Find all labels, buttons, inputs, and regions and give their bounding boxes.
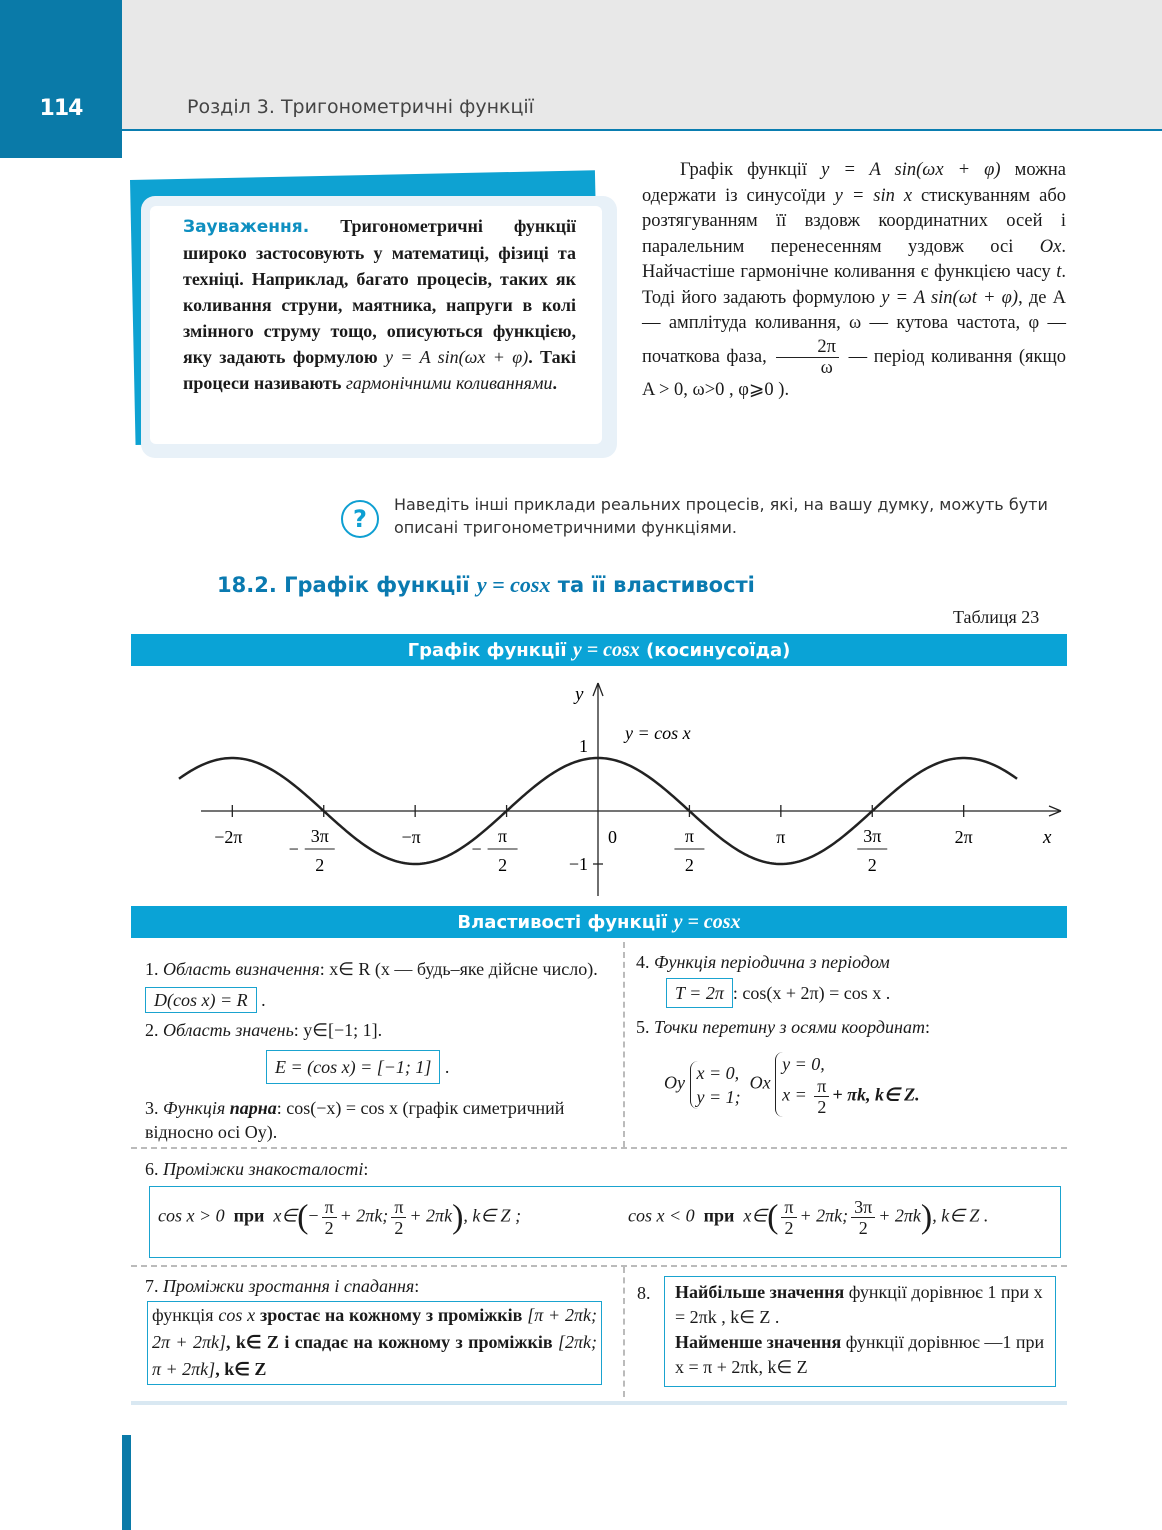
text: — період коливання (якщо	[842, 346, 1067, 367]
props-bar-math: y = cosx	[673, 911, 741, 933]
n: π	[322, 1197, 337, 1218]
tick-denominator: 2	[867, 855, 877, 875]
at: при	[703, 1205, 735, 1226]
property-2	[145, 1018, 600, 1042]
table-label: Таблиця 23	[953, 607, 1040, 627]
bottom-accent	[122, 1435, 131, 1530]
cond: cos x < 0	[628, 1205, 695, 1226]
section-title-math: y = cosx	[476, 572, 551, 597]
pi-half	[814, 1076, 829, 1117]
text: можна одержати із синусоїди	[642, 160, 1067, 206]
extremum-box	[664, 1276, 1056, 1387]
range-box: E = (cos x) = [−1; 1]	[266, 1050, 440, 1084]
domain-box: D(cos x) = R	[145, 987, 257, 1013]
prop-label: Функція періодична з періодом	[654, 952, 890, 972]
prop-text: : cos(x + 2π) = cos x .	[732, 983, 891, 1003]
column-divider	[623, 942, 625, 1147]
row-divider	[131, 1147, 1067, 1149]
x-axis-label: x	[1043, 827, 1052, 848]
text: стискуванням або розтягуванням її вздовж координатних осей і паралельним перенесенням уздовж осі	[642, 185, 1066, 257]
text: . Тоді його задають формулою	[642, 262, 1066, 308]
t: , k∈ Z і спадає на кожному з проміжків	[225, 1332, 558, 1352]
f	[851, 1197, 875, 1238]
tick-sign: −	[288, 839, 299, 859]
eq: y = 0,	[782, 1054, 825, 1074]
graph-bar-text: Графік функції	[407, 640, 573, 661]
num: 5.	[636, 1017, 650, 1037]
property-3	[145, 1096, 600, 1144]
graph-bar-text-2: (косинусоїда)	[639, 640, 791, 661]
note-body-3: .	[552, 373, 557, 393]
axes	[201, 683, 1061, 896]
y-one-label: 1	[579, 736, 588, 756]
prop-label: Функція	[163, 1098, 230, 1118]
row-divider-2	[131, 1265, 1067, 1267]
harmonic-paragraph	[642, 158, 1066, 403]
curve-label: y = cos x	[625, 723, 691, 743]
tick-numerator: 3π	[310, 826, 329, 846]
tick-numerator: π	[498, 826, 508, 846]
oy-system	[690, 1061, 741, 1109]
period-row	[666, 978, 890, 1008]
d: 2	[394, 1218, 404, 1238]
n: π	[781, 1197, 796, 1218]
y-axis-label: y	[575, 684, 584, 705]
section-title-text-2: та її властивості	[550, 573, 755, 597]
page-number: 114	[39, 96, 83, 121]
tick-label: 2π	[954, 827, 973, 847]
note-emphasis: гармонічними коливаннями	[345, 373, 553, 393]
t: + 2πk	[878, 1205, 921, 1226]
property-5: 5. Точки перетину з осями координат:	[636, 1017, 930, 1037]
tick-label: π	[776, 827, 786, 847]
n: π	[814, 1076, 829, 1097]
d: 2	[858, 1218, 868, 1238]
question-icon: ?	[341, 500, 379, 538]
t: функції дорівнює —1 при x = π + 2πk, k∈ Z	[675, 1332, 1045, 1377]
t: cos x	[218, 1305, 256, 1325]
eq: + πk, k∈ Z.	[832, 1084, 920, 1105]
tick-label: −π	[401, 827, 421, 847]
page-tab	[0, 0, 122, 158]
header-rule	[122, 129, 1162, 131]
positive-interval: cos x > 0 при x∈(− $\frac{\pi}{2}$ + 2πk; $\frac{\pi}{2}$ + 2πk), k∈ Z ;	[158, 1197, 522, 1238]
f	[391, 1197, 406, 1238]
formula: y = sin x	[834, 185, 913, 206]
property-1: 1. Область визначення: x∈ R (x — будь–яке дійсне число). D(cos x) = R .	[145, 954, 600, 1016]
x-tick-labels	[214, 826, 973, 875]
y-arrow	[593, 683, 598, 696]
formula: Ox	[1039, 236, 1062, 257]
t: , k∈ Z .	[932, 1205, 989, 1226]
t: + 2πk;	[339, 1205, 389, 1226]
sign-intervals-box	[149, 1186, 1061, 1258]
num: 6.	[145, 1159, 159, 1179]
properties-bar	[131, 906, 1067, 938]
props-bar-text: Властивості функції	[457, 912, 674, 933]
text: . Найчастіше гармонічне коливання є функцією часу	[642, 236, 1066, 282]
monotonic-box	[147, 1301, 602, 1385]
num: 4.	[636, 952, 650, 972]
note-text	[183, 213, 576, 396]
in: x∈	[273, 1205, 298, 1226]
property-8-num: 8.	[637, 1283, 651, 1303]
header-band	[0, 0, 1162, 130]
prop-text: : y∈[−1; 1].	[293, 1020, 383, 1040]
prop-text: : cos(−x) = cos x (графік симетричний відносно осі Oy).	[145, 1098, 565, 1142]
formula: y = A sin(ωx + φ)	[821, 160, 1001, 180]
d: 2	[324, 1218, 334, 1238]
t: + 2πk;	[799, 1205, 849, 1226]
prop-label: Область значень	[163, 1020, 294, 1040]
x-arrow	[1049, 811, 1061, 816]
tick-denominator: 2	[498, 855, 508, 875]
text: Графік функції	[680, 160, 822, 180]
t: [2πk; π + 2πk]	[152, 1332, 597, 1379]
period-box: T = 2π	[666, 978, 733, 1008]
negative-interval: cos x < 0 при x∈( $\frac{\pi}{2}$ + 2πk; $\frac{3\pi}{2}$ + 2πk), k∈ Z .	[628, 1197, 989, 1238]
property-4	[636, 950, 1056, 974]
t: + 2πk	[409, 1205, 453, 1226]
text: , де A — амплітуда коливання, ω — кутова частота, φ — початкова фаза,	[642, 287, 1066, 367]
at: при	[233, 1205, 265, 1226]
y-minus-one-label: −1	[568, 854, 588, 874]
n: π	[391, 1197, 406, 1218]
fraction-num: 2π	[776, 337, 839, 358]
t: [π + 2πk; 2π + 2πk]	[152, 1305, 598, 1352]
origin-label: 0	[608, 827, 617, 847]
num: 3.	[145, 1098, 159, 1118]
oy-label: Oy	[664, 1072, 685, 1093]
chapter-title: Розділ 3. Тригонометричні функції	[187, 96, 534, 118]
d: 2	[817, 1097, 827, 1117]
formula: y = A sin(ωt + φ)	[881, 287, 1019, 308]
num: 7.	[145, 1276, 159, 1296]
graph-bar-math: y = cosx	[572, 639, 640, 661]
prop-label: Проміжки знакосталості	[163, 1159, 364, 1179]
tick-sign: −	[471, 839, 482, 859]
t: функції дорівнює 1 при x = 2πk , k∈ Z .	[675, 1282, 1043, 1327]
t: Найбільше значення	[675, 1282, 845, 1302]
cond: cos x > 0	[158, 1205, 225, 1226]
section-title-text: 18.2. Графік функції	[217, 573, 477, 597]
n: 3π	[851, 1197, 875, 1218]
tick-denominator: 2	[684, 855, 694, 875]
tick-denominator: 2	[315, 855, 325, 875]
property-6: 6. Проміжки знакосталості:	[145, 1159, 369, 1179]
in: x∈	[743, 1205, 768, 1226]
section-title	[217, 572, 755, 598]
question-text: Наведіть інші приклади реальних процесів, які, на вашу думку, можуть бути описані тригонометричними функціями.	[394, 495, 1048, 537]
cosine-graph	[131, 668, 1067, 904]
prop-label: Проміжки зростання і спадання	[163, 1276, 415, 1296]
t: функція	[152, 1305, 219, 1325]
minus: −	[308, 1205, 319, 1226]
prop-label: Точки перетину з осями координат	[654, 1017, 925, 1037]
eq: x =	[782, 1084, 812, 1105]
x-arrow	[1049, 806, 1061, 811]
f	[322, 1197, 337, 1238]
t: Найменше значення	[675, 1332, 842, 1352]
num: 2.	[145, 1020, 159, 1040]
note-body: Тригонометричні функції широко застосовують у математиці, фізиці та техніці. Наприклад, багато процесів, таких як коливання струни, маятника, напруги в колі змінного струму тощо, описуються функцією, яку задають формулою	[183, 216, 576, 367]
graph-bar	[131, 634, 1067, 666]
eq: x = 0,	[696, 1062, 740, 1083]
prop-text: : x∈ R (x — будь–яке дійсне число).	[319, 959, 598, 979]
table-bottom-rule	[131, 1401, 1067, 1405]
t: , k∈ Z	[215, 1359, 267, 1379]
range-row: E = (cos x) = [−1; 1] .	[266, 1050, 449, 1084]
y-arrow	[598, 683, 603, 696]
formula: t	[1056, 262, 1062, 282]
property-7: 7. Проміжки зростання і спадання:	[145, 1276, 420, 1296]
tick-label: −2π	[214, 827, 243, 847]
intersections	[664, 1052, 1064, 1117]
period-fraction	[776, 337, 839, 378]
t: зростає на кожному з проміжків	[255, 1305, 528, 1325]
prop-bold: парна	[229, 1098, 277, 1118]
note-body-2: . Такі процеси називають	[183, 347, 576, 393]
note-formula: y = A sin(ωx + φ)	[385, 347, 529, 367]
f	[781, 1197, 796, 1238]
fraction-den: ω	[820, 357, 833, 378]
eq: y = 1;	[696, 1086, 741, 1107]
column-divider-2	[623, 1267, 625, 1397]
d: 2	[784, 1218, 794, 1238]
num: 1.	[145, 959, 159, 979]
tick-numerator: π	[684, 826, 694, 846]
tick-numerator: 3π	[863, 826, 882, 846]
ox-system	[775, 1052, 920, 1117]
t: , k∈ Z ;	[463, 1205, 522, 1226]
prop-label: Область визначення	[163, 959, 320, 979]
note-label: Зауваження.	[183, 217, 310, 237]
text: A > 0, ω>0 , φ⩾0 ).	[642, 379, 790, 400]
ox-label: Ox	[749, 1072, 771, 1093]
